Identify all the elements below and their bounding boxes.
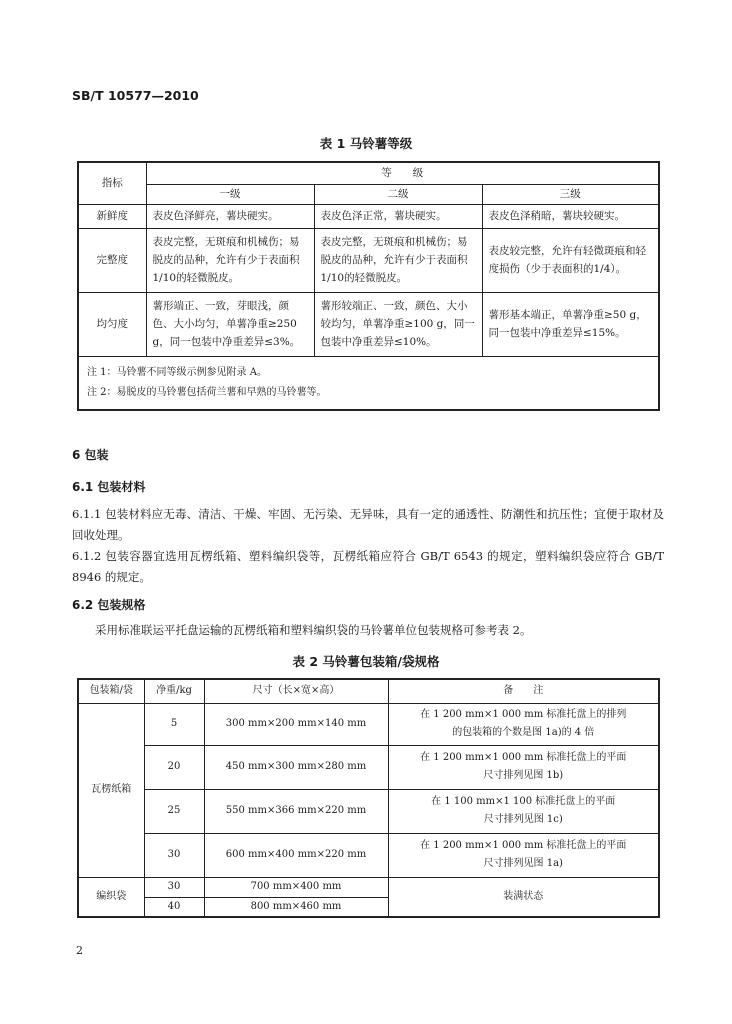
grade-header: 等 级 [146,162,659,184]
table-row [78,833,659,877]
table-cell: 表皮色泽正常，薯块硬实。 [314,204,482,228]
table1-caption: 表 1 马铃薯等级 [319,136,413,151]
page-number: 2 [76,944,83,957]
table-cell: 表皮色泽稍暗，薯块较硬实。 [482,204,659,228]
clause-6-1-1: 6.1.1 包装材料应无毒、清洁、干燥、牢固、无污染、无异味，具有一定的通透性、防潮性和抗压性；宜便于取材及回收处理。 [72,507,664,542]
grade-1-header: 一级 [146,184,314,204]
note-2: 注 2：易脱皮的马铃薯包括荷兰薯和早熟的马铃薯等。 [87,386,327,398]
section-6-title: 6 包装 [72,448,109,462]
size-cell: 450 mm×300 mm×280 mm [204,745,388,789]
size-cell: 800 mm×460 mm [204,897,388,917]
table1-notes [78,356,659,410]
bag-label: 编织袋 [78,877,144,917]
table-row [78,204,659,228]
indicator-header: 指标 [78,162,146,204]
weight-cell: 20 [144,745,204,789]
note-1: 注 1：马铃薯不同等级示例参见附录 A。 [87,366,267,378]
size-cell: 700 mm×400 mm [204,877,388,897]
row-label-integrity: 完整度 [78,228,146,292]
weight-cell: 30 [144,833,204,877]
table-row [78,745,659,789]
header-package: 包装箱/袋 [78,679,144,703]
remark-cell: 在 1 100 mm×1 100 标准托盘上的平面 尺寸排列见图 1c) [388,789,659,833]
size-cell: 600 mm×400 mm×220 mm [204,833,388,877]
weight-cell: 30 [144,877,204,897]
carton-label: 瓦楞纸箱 [78,703,144,877]
section-6-1-title: 6.1 包装材料 [72,480,146,494]
remark-cell: 在 1 200 mm×1 000 mm 标准托盘上的平面 尺寸排列见图 1a) [388,833,659,877]
section-6-2-paragraph: 采用标准联运平托盘运输的瓦楞纸箱和塑料编织袋的马铃薯单位包装规格可参考表 2。 [95,623,532,637]
standard-number: SB/T 10577—2010 [72,88,199,103]
grade-3-header: 三级 [482,184,659,204]
weight-cell: 25 [144,789,204,833]
table-row [78,228,659,292]
size-cell: 550 mm×366 mm×220 mm [204,789,388,833]
grade-2-header: 二级 [314,184,482,204]
table-cell: 薯形基本端正，单薯净重≥50 g，同一包装中净重差异≤15%。 [482,292,659,356]
size-cell: 300 mm×200 mm×140 mm [204,703,388,745]
weight-cell: 40 [144,897,204,917]
grade-table [77,161,660,411]
table-row [78,703,659,745]
header-remark: 备 注 [388,679,659,703]
table-row [78,789,659,833]
bag-remark: 装满状态 [388,877,659,917]
table-cell: 薯形端正、一致，芽眼浅，颜色、大小均匀，单薯净重≥250 g，同一包装中净重差异≤3%。 [146,292,314,356]
row-label-freshness: 新鲜度 [78,204,146,228]
section-6-2-title: 6.2 包装规格 [72,598,146,612]
header-size: 尺寸（长×宽×高） [204,679,388,703]
table-row [78,292,659,356]
header-weight: 净重/kg [144,679,204,703]
table-cell: 表皮色泽鲜亮，薯块硬实。 [146,204,314,228]
table-cell: 表皮完整，无斑痕和机械伤；易脱皮的品种，允许有少于表面积1/10的轻微脱皮。 [146,228,314,292]
row-label-uniformity: 均匀度 [78,292,146,356]
table-cell: 薯形较端正、一致，颜色、大小较均匀，单薯净重≥100 g，同一包装中净重差异≤10%。 [314,292,482,356]
remark-cell: 在 1 200 mm×1 000 mm 标准托盘上的平面 尺寸排列见图 1b) [388,745,659,789]
table2-caption: 表 2 马铃薯包装箱/袋规格 [292,654,440,669]
clause-6-1-2: 6.1.2 包装容器宜选用瓦楞纸箱、塑料编织袋等，瓦楞纸箱应符合 GB/T 6543 的规定，塑料编织袋应符合 GB/T 8946 的规定。 [72,549,664,584]
remark-cell: 在 1 200 mm×1 000 mm 标准托盘上的排列 的包装箱的个数是图 1a)的 4 倍 [388,703,659,745]
packaging-table [77,678,660,918]
table-row [78,877,659,897]
table-cell: 表皮较完整，允许有轻微斑痕和轻度损伤（少于表面积的1/4）。 [482,228,659,292]
weight-cell: 5 [144,703,204,745]
table-cell: 表皮完整，无斑痕和机械伤；易脱皮的品种，允许有少于表面积1/10的轻微脱皮。 [314,228,482,292]
